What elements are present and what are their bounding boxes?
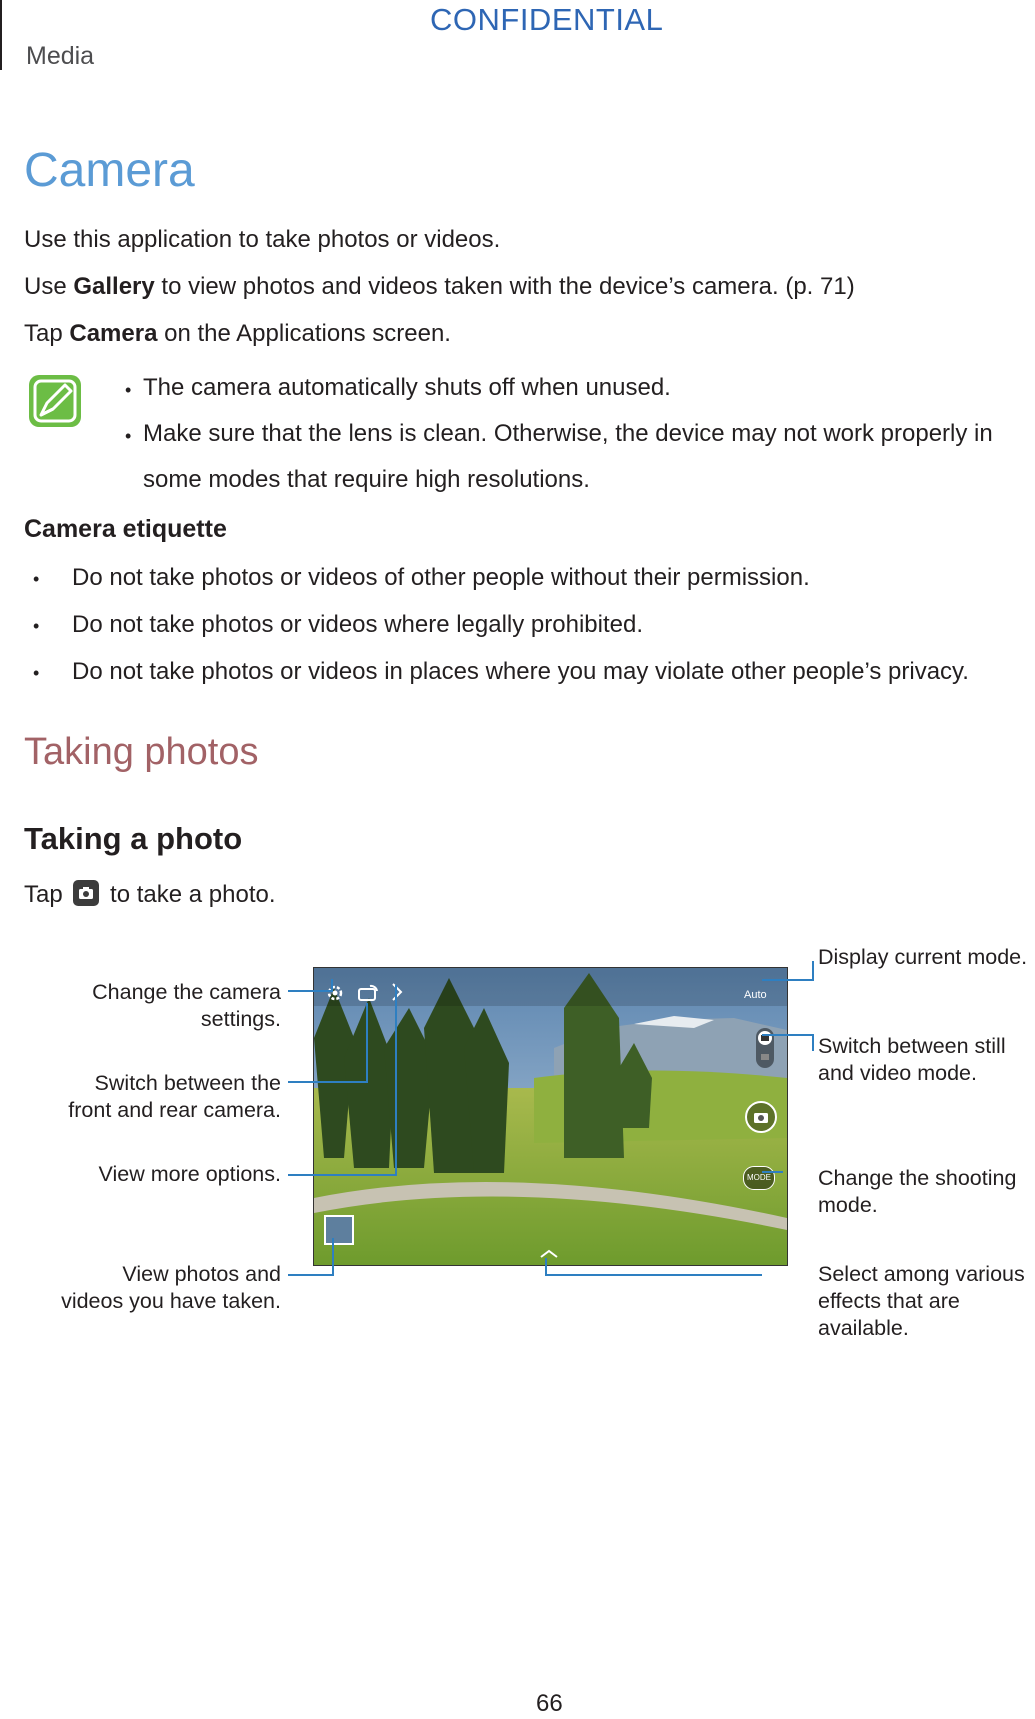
note-bullet: • <box>125 426 132 446</box>
intro-line-1: Use this application to take photos or videos. <box>24 226 501 253</box>
etiquette-bullet: • <box>33 616 40 636</box>
switch-camera-icon[interactable] <box>356 983 380 1003</box>
subsection-title: Taking a photo <box>24 821 243 856</box>
current-mode-label: Auto <box>744 989 767 1001</box>
etiquette-heading: Camera etiquette <box>24 515 227 543</box>
callout-more-options: View more options. <box>98 1162 281 1186</box>
intro-line-2: Use Gallery to view photos and videos taken with the device’s camera. (p. 71) <box>24 273 855 300</box>
page-title: Camera <box>24 144 195 197</box>
gallery-thumbnail[interactable] <box>324 1215 354 1245</box>
note-icon <box>27 373 83 429</box>
camera-keyword: Camera <box>69 320 158 347</box>
section-label: Media <box>26 42 95 70</box>
callout-effects: Select among various effects that are available. <box>818 1262 1025 1340</box>
chevron-right-icon[interactable] <box>391 982 403 1002</box>
gallery-keyword: Gallery <box>73 273 155 300</box>
camera-viewfinder-screenshot <box>313 967 788 1266</box>
note-item: Make sure that the lens is clean. Otherwise, the device may not work properly in <box>143 420 993 447</box>
etiquette-item: Do not take photos or videos of other people without their permission. <box>72 564 810 591</box>
etiquette-bullet: • <box>33 663 40 683</box>
photo-video-switch[interactable] <box>756 1028 774 1068</box>
note-item-continuation: some modes that require high resolutions. <box>143 466 590 493</box>
note-item: The camera automatically shuts off when unused. <box>143 374 671 401</box>
callout-current-mode: Display current mode. <box>818 945 1028 969</box>
effects-chevron-up-icon[interactable] <box>539 1246 559 1256</box>
settings-gear-icon[interactable] <box>324 982 346 1004</box>
camera-shutter-icon <box>73 880 99 906</box>
mode-button[interactable]: MODE <box>743 1166 775 1190</box>
confidential-stamp: CONFIDENTIAL <box>430 2 664 37</box>
header-rule <box>0 0 2 70</box>
shutter-button[interactable] <box>745 1101 777 1133</box>
etiquette-item: Do not take photos or videos in places where you may violate other people’s privacy. <box>72 658 969 685</box>
etiquette-item: Do not take photos or videos where legally prohibited. <box>72 611 644 638</box>
callout-view-photos: View photos and videos you have taken. <box>61 1262 281 1313</box>
callout-shooting-mode: Change the shooting mode. <box>818 1166 1017 1217</box>
etiquette-bullet: • <box>33 569 40 589</box>
page-number: 66 <box>536 1690 563 1717</box>
section-title: Taking photos <box>24 731 259 773</box>
callout-still-video: Switch between still and video mode. <box>818 1034 1006 1085</box>
callout-switch-front-rear: Switch between the front and rear camera. <box>68 1071 281 1122</box>
callout-camera-settings: Change the camera settings. <box>92 980 281 1031</box>
note-bullet: • <box>125 380 132 400</box>
intro-line-3: Tap Camera on the Applications screen. <box>24 320 451 347</box>
tap-instruction: Tap to take a photo. <box>24 881 276 908</box>
